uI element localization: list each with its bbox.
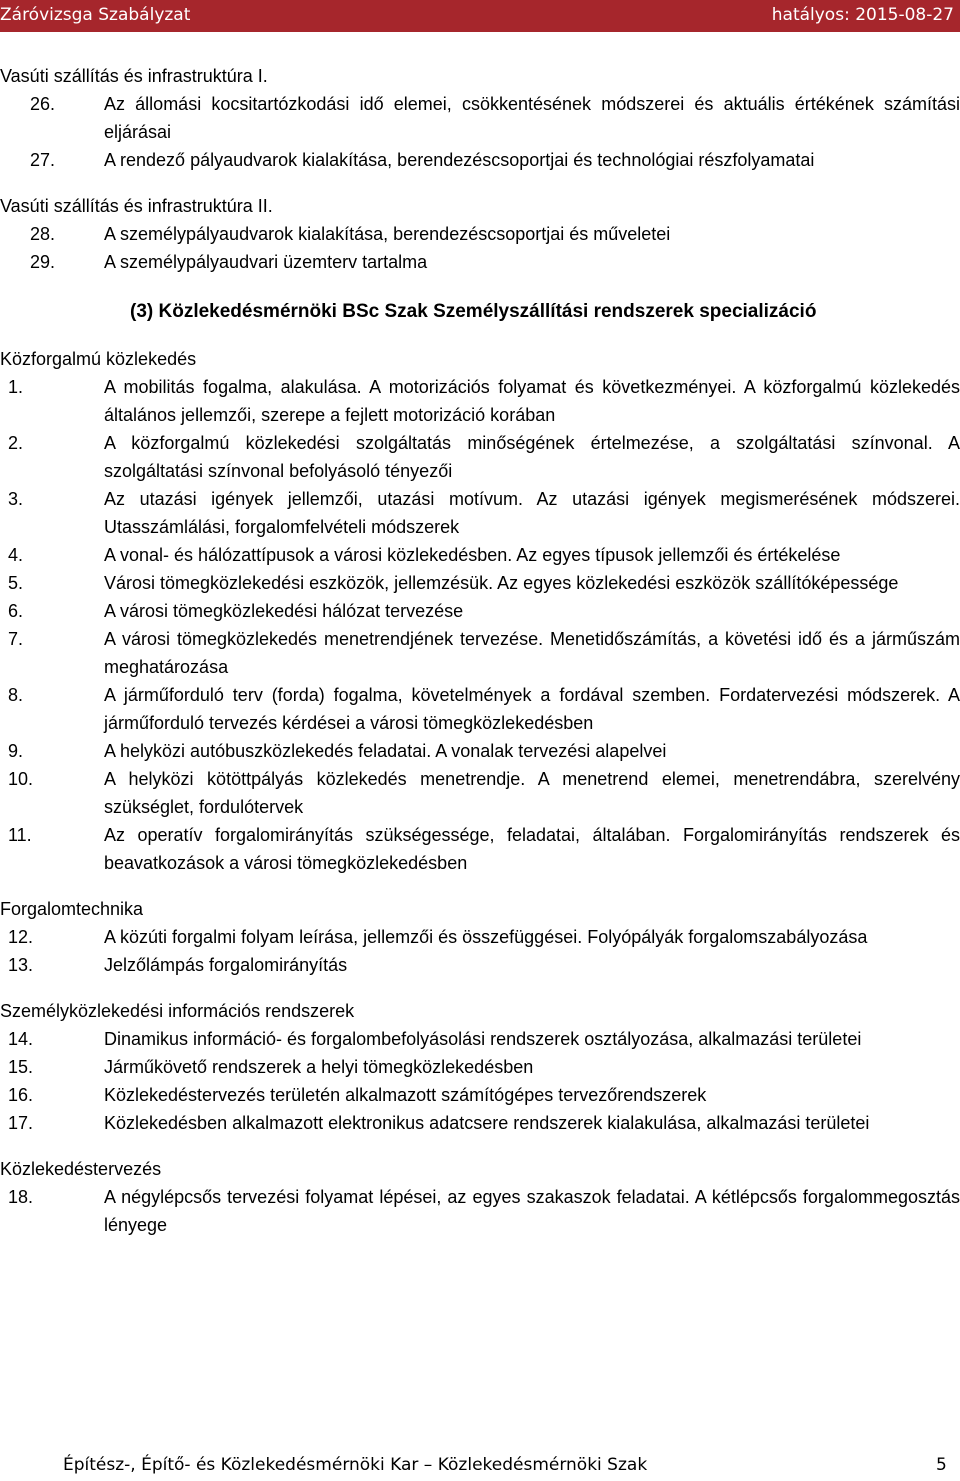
item-text: A mobilitás fogalma, alakulása. A motorizációs folyamat és következményei. A közforgalmú közlekedés általános jellemzői, szerepe a fejlett motorizáció korában — [104, 377, 960, 425]
item-text: Az operatív forgalomirányítás szükségessége, feladatai, általában. Forgalomirányítás rendszerek és beavatkozások a városi tömegközlekedésben — [104, 825, 960, 873]
item-text: Jelzőlámpás forgalomirányítás — [104, 955, 348, 975]
list-item — [0, 1053, 960, 1081]
list-item — [0, 485, 960, 541]
item-number: 27. — [30, 150, 56, 170]
page-footer — [0, 1453, 960, 1481]
document-body — [0, 62, 960, 1239]
list-item — [0, 765, 960, 821]
item-text: Közlekedéstervezés területén alkalmazott számítógépes tervezőrendszerek — [104, 1085, 707, 1105]
item-number: 26. — [30, 94, 56, 114]
section-heading: Személyközlekedési információs rendszerek — [0, 1001, 355, 1021]
list-item — [0, 220, 960, 248]
item-number: 4. — [8, 545, 24, 565]
item-text: A közforgalmú közlekedési szolgáltatás minőségének értelmezése, a szolgáltatási színvonal. A szolgáltatási színvonal befolyásoló tényezői — [104, 433, 960, 481]
item-number: 8. — [8, 685, 24, 705]
item-number: 18. — [8, 1187, 34, 1207]
list-item — [0, 951, 960, 979]
header-effective-date: hatályos: 2015-08-27 — [771, 5, 954, 25]
item-text: Az utazási igények jellemzői, utazási motívum. Az utazási igények megismerésének módszerei. Utasszámlálási, forgalomfelvételi módszerek — [104, 489, 960, 537]
list-item — [0, 146, 960, 174]
page-number: 5 — [936, 1455, 947, 1475]
item-number: 17. — [8, 1113, 34, 1133]
header-title: Záróvizsga Szabályzat — [0, 5, 191, 25]
item-text: A helyközi kötöttpályás közlekedés menetrendje. A menetrend elemei, menetrendábra, szerelvény szükséglet, fordulótervek — [104, 769, 960, 817]
item-text: A négylépcsős tervezési folyamat lépései, az egyes szakaszok feladatai. A kétlépcsős forgalommegosztás lényege — [104, 1187, 960, 1235]
item-number: 10. — [8, 769, 34, 789]
list-item — [0, 1025, 960, 1053]
list-item — [0, 248, 960, 276]
section-heading: Vasúti szállítás és infrastruktúra II. — [0, 196, 273, 216]
list-item — [0, 373, 960, 429]
item-number: 16. — [8, 1085, 34, 1105]
item-number: 3. — [8, 489, 24, 509]
item-number: 28. — [30, 224, 56, 244]
item-text: A rendező pályaudvarok kialakítása, berendezéscsoportjai és technológiai részfolyamatai — [104, 150, 815, 170]
item-text: A vonal- és hálózattípusok a városi közlekedésben. Az egyes típusok jellemzői és értékelése — [104, 545, 841, 565]
list-item — [0, 625, 960, 681]
list-item — [0, 821, 960, 877]
item-number: 7. — [8, 629, 24, 649]
page-header — [0, 0, 960, 32]
list-item — [0, 681, 960, 737]
list-item — [0, 90, 960, 146]
section-heading: Közforgalmú közlekedés — [0, 349, 197, 369]
item-number: 2. — [8, 433, 24, 453]
item-text: A személypályaudvari üzemterv tartalma — [104, 252, 428, 272]
footer-text: Építész-, Építő- és Közlekedésmérnöki Kar – Közlekedésmérnöki Szak — [63, 1455, 648, 1475]
item-text: Járműkövető rendszerek a helyi tömegközlekedésben — [104, 1057, 534, 1077]
item-text: Az állomási kocsitartózkodási idő elemei, csökkentésének módszerei és aktuális értékének számítási eljárásai — [104, 94, 960, 142]
item-number: 14. — [8, 1029, 34, 1049]
item-text: A személypályaudvarok kialakítása, berendezéscsoportjai és műveletei — [104, 224, 671, 244]
list-item — [0, 597, 960, 625]
item-number: 1. — [8, 377, 24, 397]
list-item — [0, 541, 960, 569]
item-text: A helyközi autóbuszközlekedés feladatai. A vonalak tervezési alapelvei — [104, 741, 667, 761]
item-text: A járműforduló terv (forda) fogalma, követelmények a fordával szemben. Fordatervezési módszerek. A járműforduló tervezés kérdései a városi tömegközlekedésben — [104, 685, 960, 733]
item-number: 15. — [8, 1057, 34, 1077]
item-text: Közlekedésben alkalmazott elektronikus adatcsere rendszerek kialakulása, alkalmazási területei — [104, 1113, 870, 1133]
item-number: 6. — [8, 601, 24, 621]
item-number: 12. — [8, 927, 34, 947]
list-item — [0, 1081, 960, 1109]
item-text: Dinamikus információ- és forgalombefolyásolási rendszerek osztályozása, alkalmazási területei — [104, 1029, 862, 1049]
item-text: A városi tömegközlekedés menetrendjének tervezése. Menetidőszámítás, a követési idő és a járműszám meghatározása — [104, 629, 960, 677]
list-item — [0, 923, 960, 951]
item-number: 11. — [8, 825, 32, 845]
item-text: A városi tömegközlekedési hálózat tervezése — [104, 601, 464, 621]
list-item — [0, 737, 960, 765]
item-text: A közúti forgalmi folyam leírása, jellemzői és összefüggései. Folyópályák forgalomszabályozása — [104, 927, 868, 947]
list-item — [0, 1183, 960, 1239]
item-number: 29. — [30, 252, 56, 272]
specialization-title: (3) Közlekedésmérnöki BSc Szak Személyszállítási rendszerek specializáció — [130, 301, 817, 322]
list-item — [0, 569, 960, 597]
list-item — [0, 1109, 960, 1137]
list-item — [0, 429, 960, 485]
item-number: 5. — [8, 573, 24, 593]
item-number: 13. — [8, 955, 34, 975]
section-heading: Vasúti szállítás és infrastruktúra I. — [0, 66, 268, 86]
section-heading: Forgalomtechnika — [0, 899, 144, 919]
section-heading: Közlekedéstervezés — [0, 1159, 162, 1179]
item-text: Városi tömegközlekedési eszközök, jellemzésük. Az egyes közlekedési eszközök szállítóképessége — [104, 573, 899, 593]
item-number: 9. — [8, 741, 24, 761]
